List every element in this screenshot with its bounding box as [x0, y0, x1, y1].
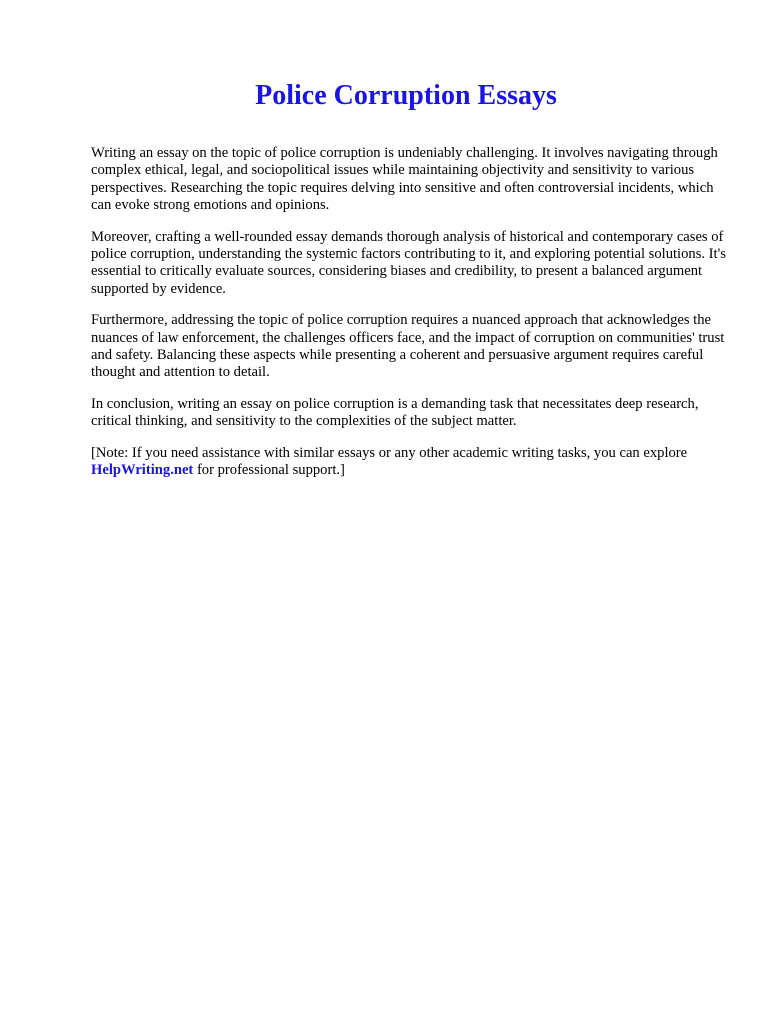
- paragraph-intro: Writing an essay on the topic of police corruption is undeniably challenging. It involves navigating through complex ethical, legal, and sociopolitical issues while maintaining objectivity and sensitivity to various perspectives. Researching the topic requires delving into sensitive and often controversial incidents, which can evoke strong emotions and opinions.: [91, 145, 718, 214]
- paragraph-nuance: Furthermore, addressing the topic of police corruption requires a nuanced approach that acknowledges the nuances of law enforcement, the challenges officers face, and the impact of corruption on communities' trust and safety. Balancing these aspects while presenting a coherent and persuasive argument requires careful thought and attention to detail.: [91, 312, 725, 381]
- helpwriting-link[interactable]: HelpWriting.net: [91, 462, 194, 479]
- page-title: Police Corruption Essays: [255, 80, 557, 111]
- note-paragraph: [91, 445, 731, 480]
- paragraph-conclusion: In conclusion, writing an essay on police corruption is a demanding task that necessitates deep research, critical thinking, and sensitivity to the complexities of the subject matter.: [91, 395, 699, 430]
- note-text-after: for professional support.]: [193, 462, 345, 479]
- essay-body: [91, 145, 731, 494]
- paragraph-analysis: Moreover, crafting a well-rounded essay demands thorough analysis of historical and contemporary cases of police corruption, understanding the systemic factors contributing to it, and exploring potential solutions. It's essential to critically evaluate sources, considering biases and credibility, to present a balanced argument supported by evidence.: [91, 228, 726, 297]
- note-text-before: [Note: If you need assistance with similar essays or any other academic writing tasks, you can explore: [91, 444, 688, 461]
